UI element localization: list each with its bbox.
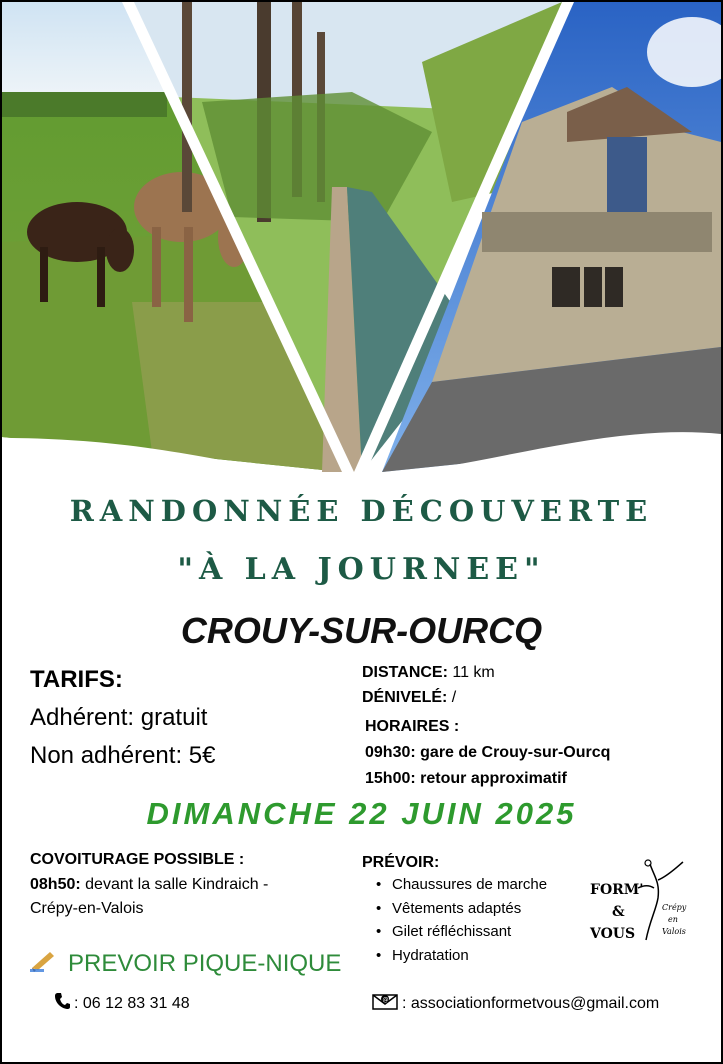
prevoir-item: • Vêtements adaptés: [372, 900, 547, 924]
email-line: [372, 992, 659, 1015]
pique-nique-text: PREVOIR PIQUE-NIQUE: [68, 949, 342, 977]
form-et-vous-logo: [588, 858, 688, 948]
tarif-non-adherent: Non adhérent: 5€: [30, 742, 216, 769]
covoiturage-heading: COVOITURAGE POSSIBLE :: [30, 851, 245, 868]
tarif-adherent: Adhérent: gratuit: [30, 704, 208, 731]
covoiturage-place: devant la salle Kindraich -: [85, 876, 269, 893]
phone-line: [54, 992, 190, 1015]
svg-text:FORM': FORM': [590, 882, 644, 898]
covoiturage-time: 08h50:: [30, 876, 81, 893]
svg-text:&: &: [612, 904, 625, 920]
phone-number: : 06 12 83 31 48: [74, 994, 190, 1012]
prevoir-item: • Chaussures de marche: [372, 876, 547, 900]
prevoir-list: [372, 876, 547, 970]
denivele-value: /: [451, 689, 457, 706]
phone-icon: [54, 992, 70, 1015]
svg-text:@: @: [382, 996, 389, 1004]
prevoir-item: • Gilet réfléchissant: [372, 923, 547, 947]
svg-text:en: en: [668, 915, 678, 924]
city-name: CROUY-SUR-OURCQ: [180, 610, 543, 651]
depart-time: 09h30:: [365, 744, 416, 761]
title-line-1: RANDONNÉE DÉCOUVERTE: [69, 494, 654, 528]
denivele-label: DÉNIVELÉ:: [362, 689, 448, 706]
denivele-line: [362, 689, 456, 707]
writing-hand-icon: [30, 948, 56, 979]
event-date: DIMANCHE 22 JUIN 2025: [146, 796, 577, 831]
title-line-2: "À LA JOURNEE": [177, 552, 546, 587]
photo-collage: [2, 2, 721, 482]
pique-nique-line: [30, 948, 341, 979]
tarifs-heading: TARIFS:: [30, 666, 123, 693]
horaires-heading: HORAIRES :: [365, 718, 460, 735]
depart-line: [365, 744, 610, 762]
depart-place: gare de Crouy-sur-Ourcq: [420, 744, 611, 761]
retour-line: [365, 770, 567, 788]
email-address[interactable]: : associationformetvous@gmail.com: [402, 994, 660, 1012]
logo-art: [588, 858, 688, 948]
retour-text: retour approximatif: [420, 770, 567, 787]
covoiturage-line-2: Crépy-en-Valois: [30, 900, 144, 917]
svg-text:VOUS: VOUS: [590, 926, 636, 942]
svg-text:Crépy: Crépy: [662, 903, 687, 912]
distance-label: DISTANCE:: [362, 664, 448, 681]
svg-text:Valois: Valois: [662, 927, 686, 936]
prevoir-item: • Hydratation: [372, 947, 547, 971]
distance-value: 11 km: [452, 664, 495, 681]
photo-collage-art: [2, 2, 721, 482]
retour-time: 15h00:: [365, 770, 416, 787]
covoiturage-line-1: [30, 876, 268, 894]
prevoir-heading: PRÉVOIR:: [362, 854, 440, 871]
distance-line: [362, 664, 495, 682]
envelope-icon: [372, 992, 398, 1015]
